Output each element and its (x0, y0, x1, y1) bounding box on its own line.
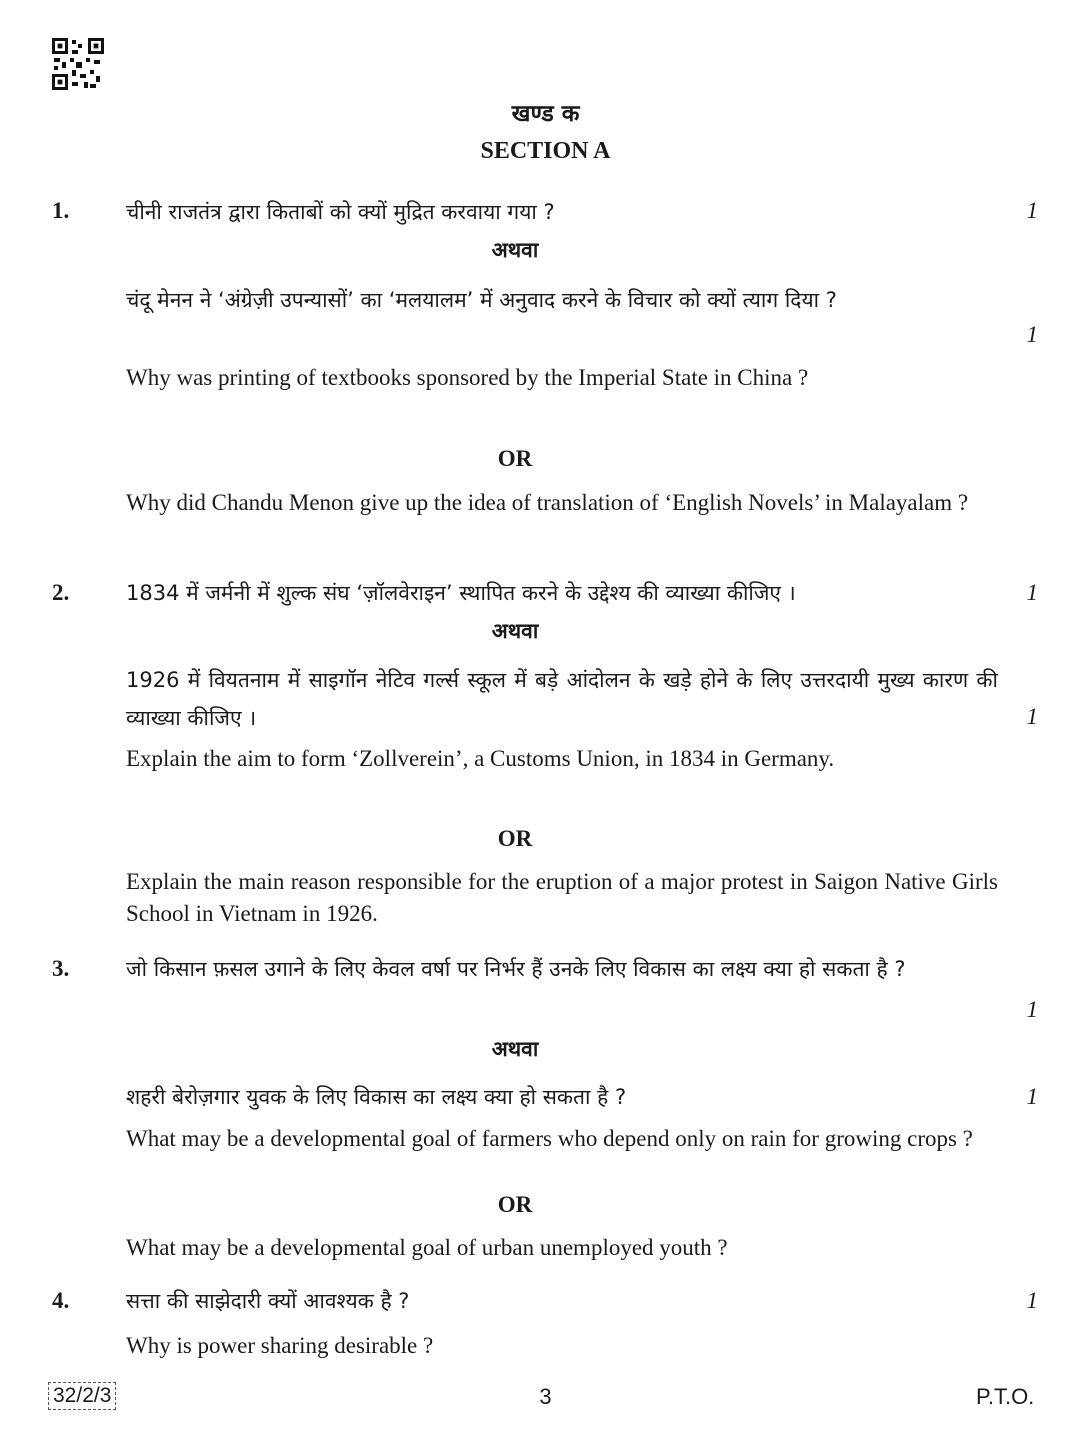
alt-question-text-hindi: शहरी बेरोज़गार युवक के लिए विकास का लक्ष्य क्या हो सकता है ? (126, 1085, 627, 1109)
marks-label: 1 (1026, 997, 1038, 1022)
question-text-english: Why is power sharing desirable ? (126, 1333, 434, 1358)
or-label: OR (497, 1192, 533, 1217)
or-label-hindi: अथवा (491, 1037, 539, 1061)
section-title-hindi: खण्ड क (511, 101, 580, 127)
question-text-english: Why was printing of textbooks sponsored by the Imperial State in China ? (126, 365, 809, 390)
marks-label: 1 (1026, 704, 1038, 729)
question-number: 3. (52, 956, 70, 981)
alt-question-text-hindi: 1926 में वियतनाम में साइगॉन नेटिव गर्ल्स स्कूल में बड़े आंदोलन के खड़े होने के लिए उत्तरदायी मुख्य कारण की व्याख्या कीजिए । (126, 668, 998, 730)
alt-question-text-english: Explain the main reason responsible for the eruption of a major protest in Saigon Native Girls School in Vietnam in 1926. (126, 869, 998, 926)
marks-label: 1 (1026, 322, 1038, 347)
question-text-hindi: सत्ता की साझेदारी क्यों आवश्यक है ? (126, 1289, 410, 1313)
alt-question-text-english: Why did Chandu Menon give up the idea of translation of ‘English Novels’ in Malayalam ? (126, 490, 969, 515)
or-label-hindi: अथवा (491, 238, 539, 262)
or-label: OR (497, 826, 533, 851)
question-number: 4. (52, 1288, 70, 1313)
question-text-hindi: चीनी राजतंत्र द्वारा किताबों को क्यों मुद्रित करवाया गया ? (126, 200, 555, 224)
question-text-hindi: जो किसान फ़सल उगाने के लिए केवल वर्षा पर निर्भर हैं उनके लिए विकास का लक्ष्य क्या हो सकता है ? (126, 957, 906, 981)
pto-label: P.T.O. (976, 1384, 1035, 1409)
question-text-hindi: 1834 में जर्मनी में शुल्क संघ ‘ज़ॉलवेराइन’ स्थापित करने के उद्देश्य की व्याख्या कीजिए । (126, 581, 796, 605)
qr-code-icon (52, 38, 104, 90)
marks-label: 1 (1026, 1288, 1038, 1313)
question-text-english: What may be a developmental goal of farmers who depend only on rain for growing crops ? (126, 1126, 973, 1151)
or-label: OR (497, 446, 533, 471)
paper-code: 32/2/3 (48, 1382, 116, 1410)
marks-label: 1 (1026, 580, 1038, 605)
section-title: SECTION A (480, 138, 611, 164)
marks-label: 1 (1026, 198, 1038, 223)
alt-question-text-english: What may be a developmental goal of urban unemployed youth ? (126, 1235, 728, 1260)
alt-question-text-hindi: चंदू मेनन ने ‘अंग्रेज़ी उपन्यासों’ का ‘मलयालम’ में अनुवाद करने के विचार को क्यों त्याग दिया ? (126, 288, 837, 312)
page-number: 3 (539, 1384, 552, 1409)
or-label-hindi: अथवा (491, 619, 539, 643)
question-number: 1. (52, 198, 70, 223)
question-number: 2. (52, 580, 70, 605)
question-text-english: Explain the aim to form ‘Zollverein’, a Customs Union, in 1834 in Germany. (126, 746, 835, 771)
marks-label: 1 (1026, 1084, 1038, 1109)
